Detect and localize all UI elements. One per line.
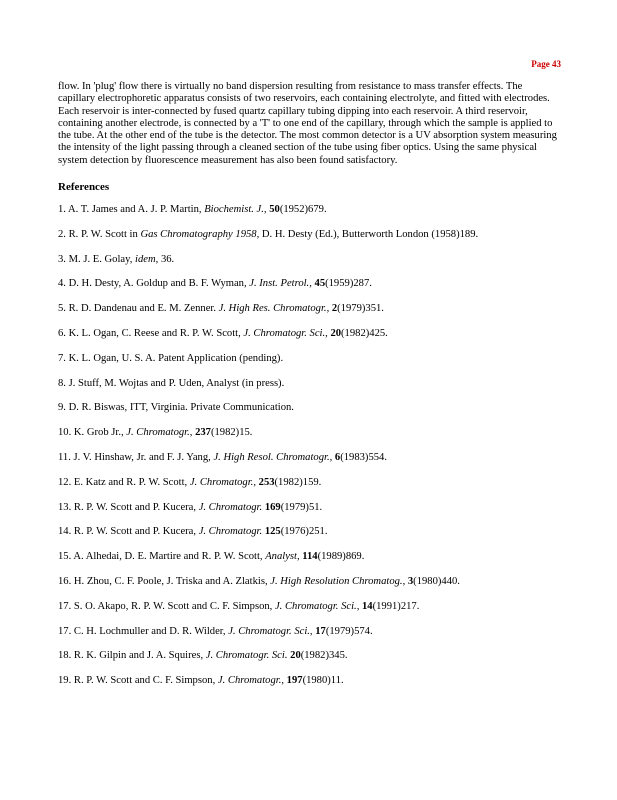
reference-number: 17. — [58, 600, 72, 612]
reference-item — [58, 327, 560, 340]
reference-authors: S. O. Akapo, R. P. W. Scott and C. F. Simpson, — [73, 600, 273, 612]
reference-volume: 6 — [334, 452, 341, 464]
reference-item — [58, 476, 560, 489]
reference-volume: 169 — [264, 501, 281, 513]
reference-number: 2. — [58, 228, 66, 240]
reference-item — [58, 401, 560, 414]
reference-number: 14. — [58, 526, 72, 538]
reference-details: (1976)251. — [280, 526, 328, 538]
reference-authors: R. P. W. Scott in — [68, 228, 138, 240]
reference-journal: J. Chromatogr. Sci., — [243, 328, 328, 340]
page-number: Page 43 — [531, 59, 561, 69]
reference-item — [58, 525, 560, 538]
reference-authors: R. P. W. Scott and P. Kucera, — [73, 526, 197, 538]
reference-volume: 17 — [315, 625, 326, 637]
reference-number: 10. — [58, 427, 72, 439]
reference-item — [58, 352, 560, 365]
reference-authors: M. J. E. Golay, — [68, 253, 133, 265]
reference-number: 3. — [58, 253, 66, 265]
reference-journal: Gas Chromatography 1958, — [140, 228, 260, 240]
reference-authors: J. V. Hinshaw, Jr. and F. J. Yang, — [73, 452, 211, 464]
reference-details: (1982)425. — [341, 328, 388, 340]
reference-item — [58, 625, 560, 638]
reference-details: (1979)51. — [280, 501, 323, 513]
references-heading: References — [58, 181, 110, 194]
reference-volume: 197 — [286, 675, 303, 687]
reference-volume: 50 — [269, 204, 280, 216]
reference-authors: D. H. Desty, A. Goldup and B. F. Wyman, — [68, 278, 247, 290]
reference-details: (1982)345. — [300, 650, 348, 662]
reference-details: (1983)554. — [340, 452, 388, 464]
reference-number: 6. — [58, 328, 66, 340]
reference-volume: 114 — [302, 551, 318, 563]
reference-item — [58, 501, 560, 514]
reference-item — [58, 451, 560, 464]
reference-item — [58, 203, 560, 216]
reference-volume: 237 — [195, 427, 211, 439]
reference-authors: R. D. Dandenau and E. M. Zenner. — [68, 303, 217, 315]
reference-details: (1979)574. — [325, 625, 373, 637]
reference-authors: K. L. Ogan, C. Reese and R. P. W. Scott, — [68, 328, 241, 340]
reference-details: 36. — [160, 253, 175, 265]
reference-number: 7. — [58, 352, 66, 364]
reference-number: 1. — [58, 204, 66, 216]
reference-authors: R. P. W. Scott and C. F. Simpson, — [73, 675, 216, 687]
reference-item — [58, 674, 560, 687]
reference-details: (1952)679. — [279, 204, 327, 216]
reference-volume: 14 — [362, 600, 373, 612]
reference-journal: J. Inst. Petrol., — [249, 278, 312, 290]
reference-journal: J. Chromatogr. — [198, 526, 263, 538]
reference-number: 12. — [58, 476, 72, 488]
reference-item — [58, 253, 560, 266]
reference-journal: Biochemist. J., — [204, 204, 267, 216]
reference-details: (1989)869. — [317, 551, 365, 563]
reference-item — [58, 426, 560, 439]
reference-details: (1982)159. — [274, 476, 322, 488]
reference-item — [58, 277, 560, 290]
reference-number: 5. — [58, 303, 66, 315]
reference-volume: 20 — [290, 650, 301, 662]
reference-item — [58, 649, 560, 662]
reference-details: (1980)11. — [302, 675, 344, 687]
reference-authors: E. Katz and R. P. W. Scott, — [73, 476, 188, 488]
reference-item — [58, 600, 560, 613]
reference-authors: R. P. W. Scott and P. Kucera, — [73, 501, 197, 513]
reference-number: 17. — [58, 625, 72, 637]
reference-authors: K. L. Ogan, U. S. A. Patent Application (pending). — [68, 352, 284, 364]
reference-item — [58, 550, 560, 563]
reference-item — [58, 377, 560, 390]
reference-journal: J. Chromatogr. Sci., — [228, 625, 313, 637]
reference-item — [58, 228, 560, 241]
reference-authors: D. R. Biswas, ITT, Virginia. Private Communication. — [68, 402, 294, 414]
reference-volume: 125 — [264, 526, 281, 538]
reference-number: 16. — [58, 576, 72, 588]
reference-authors: J. Stuff, M. Wojtas and P. Uden, Analyst (in press). — [68, 377, 285, 389]
reference-number: 4. — [58, 278, 66, 290]
reference-authors: C. H. Lochmuller and D. R. Wilder, — [73, 625, 226, 637]
reference-authors: R. K. Gilpin and J. A. Squires, — [73, 650, 204, 662]
reference-journal: J. Chromatogr., — [217, 675, 285, 687]
reference-authors: H. Zhou, C. F. Poole, J. Triska and A. Zlatkis, — [73, 576, 268, 588]
reference-item — [58, 302, 560, 315]
reference-journal: Analyst, — [265, 551, 300, 563]
document-body — [58, 81, 560, 687]
reference-item — [58, 575, 560, 588]
reference-details: (1959)287. — [325, 278, 372, 290]
reference-details: (1991)217. — [372, 600, 420, 612]
reference-volume: 253 — [258, 476, 275, 488]
reference-journal: J. High Res. Chromatogr., — [218, 303, 330, 315]
reference-volume: 3 — [407, 576, 414, 588]
reference-journal: idem, — [135, 253, 159, 265]
reference-volume: 20 — [330, 328, 342, 340]
reference-number: 9. — [58, 402, 66, 414]
body-paragraph: flow. In 'plug' flow there is virtually no band dispersion resulting from resistance to mass transfer effects. The capillary electrophoretic apparatus consists of two reservoirs, each containing electrolyte, and fitted with electrodes. Each reservoir is inter-connected by fused quartz capillary tubing dipping into each reservoir. A third reservoir, containing another electrode, is connected by a 'T' to one end of the capillary, through which the sample is applied to the tube. At the other end of the tube is the detector. The most common detector is a UV absorption system measuring the intensity of the light passing through a cleaned section of the tube using fiber optics. Using the same physical system detection by fluorescence measurement has also been found satisfactory. — [58, 81, 557, 166]
reference-volume: 2 — [331, 303, 338, 315]
references-list — [58, 203, 560, 687]
reference-journal: J. Chromatogr. — [198, 501, 263, 513]
reference-journal: J. High Resolution Chromatog., — [270, 576, 406, 588]
reference-journal: J. Chromatogr., — [189, 476, 256, 488]
reference-details: (1980)440. — [413, 576, 460, 588]
reference-number: 8. — [58, 377, 66, 389]
reference-journal: J. High Resol. Chromatogr., — [213, 452, 333, 464]
reference-details: (1979)351. — [337, 303, 384, 315]
reference-authors: A. Alhedai, D. E. Martire and R. P. W. Scott, — [73, 551, 263, 563]
reference-details: D. H. Desty (Ed.), Butterworth London (1958)189. — [261, 228, 479, 240]
reference-number: 11. — [58, 452, 71, 464]
reference-number: 15. — [58, 551, 72, 563]
reference-authors: A. T. James and A. J. P. Martin, — [68, 204, 202, 216]
reference-journal: J. Chromatogr., — [126, 427, 193, 439]
reference-authors: K. Grob Jr., — [73, 427, 124, 439]
reference-details: (1982)15. — [210, 427, 253, 439]
reference-number: 13. — [58, 501, 72, 513]
reference-number: 19. — [58, 675, 72, 687]
reference-journal: J. Chromatogr. Sci., — [274, 600, 360, 612]
reference-volume: 45 — [314, 278, 326, 290]
reference-journal: J. Chromatogr. Sci. — [205, 650, 288, 662]
reference-number: 18. — [58, 650, 72, 662]
